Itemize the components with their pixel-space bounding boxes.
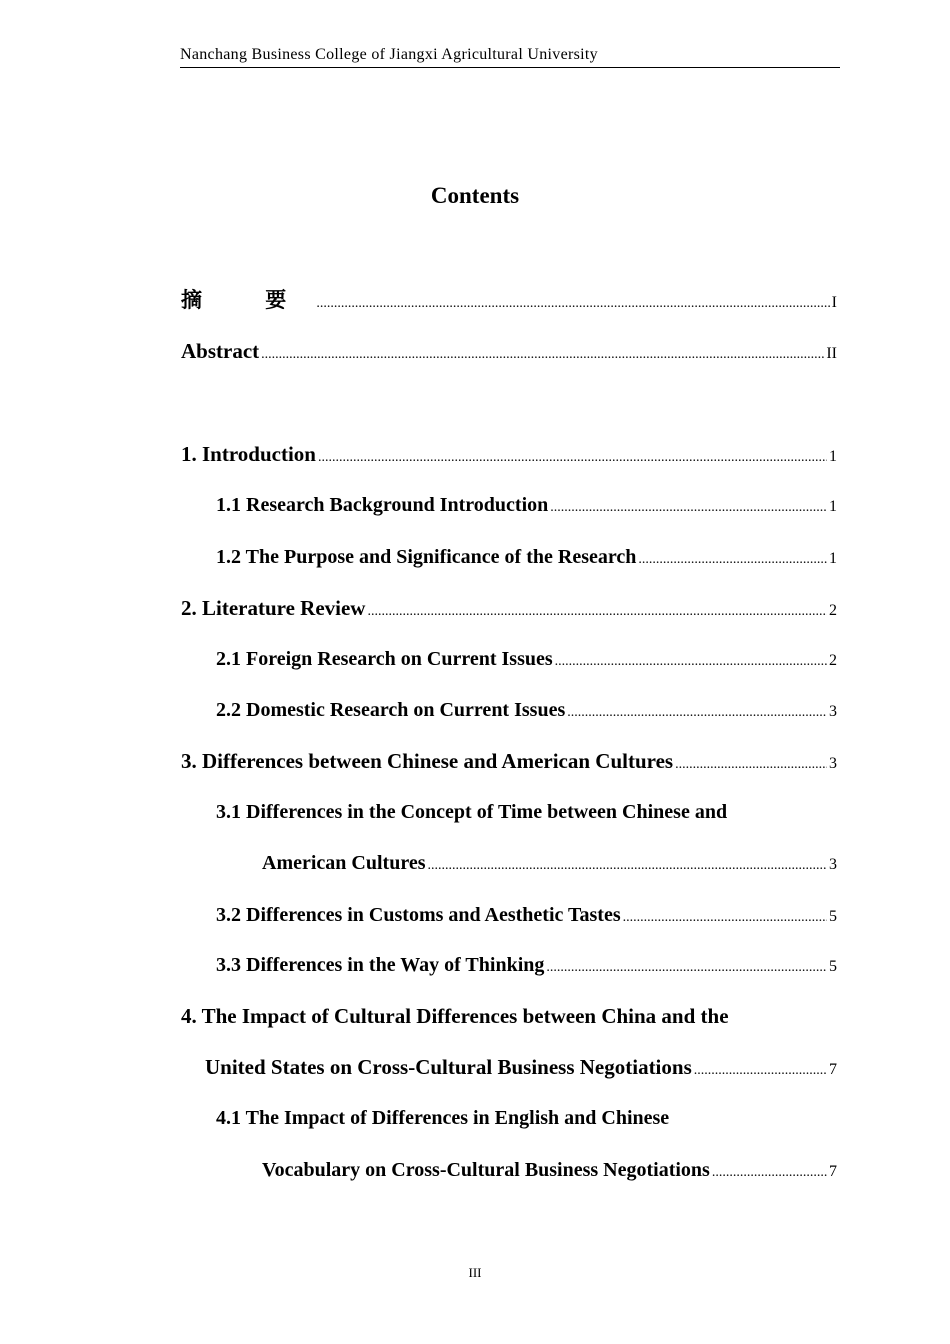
toc-entry-1[interactable] — [181, 439, 837, 469]
toc-entry-label: 1. Introduction — [181, 442, 316, 466]
dot-leader — [675, 750, 827, 780]
toc-entry-4[interactable] — [205, 1052, 837, 1082]
toc-page-number: 1 — [829, 550, 837, 567]
toc-page-number: 2 — [829, 602, 837, 619]
toc-page-number: 3 — [829, 755, 837, 772]
toc-page-number: 7 — [829, 1061, 837, 1078]
toc-entry-1-1[interactable] — [216, 490, 837, 520]
toc-page-number: 2 — [829, 652, 837, 669]
dot-leader — [546, 953, 827, 983]
dot-leader — [567, 698, 827, 728]
toc-entry-label: 摘 要 — [181, 288, 315, 312]
toc-entry-label: 2. Literature Review — [181, 596, 366, 620]
toc-entry-2-2[interactable] — [216, 695, 837, 725]
dot-leader — [261, 340, 824, 370]
contents-title: Contents — [430, 183, 520, 208]
toc-entry-label: 2.1 Foreign Research on Current Issues — [216, 648, 553, 670]
toc-page-number: 5 — [829, 908, 837, 925]
dot-leader — [367, 597, 827, 627]
running-header: Nanchang Business College of Jiangxi Agricultural University — [180, 44, 840, 68]
toc-entry-1-2[interactable] — [216, 542, 837, 572]
toc-entry-label: 1.2 The Purpose and Significance of the Research — [216, 546, 637, 568]
toc-entry-2-1[interactable] — [216, 644, 837, 674]
toc-entry-label: United States on Cross-Cultural Business Negotiations — [205, 1055, 692, 1079]
toc-entry-label: Abstract — [181, 339, 260, 363]
toc-entry-label: 1.1 Research Background Introduction — [216, 494, 549, 516]
dot-leader — [316, 289, 829, 319]
toc-entry-label: American Cultures — [262, 852, 426, 874]
toc-entry-abstract[interactable] — [181, 336, 837, 366]
dot-leader — [428, 851, 828, 881]
toc-entry-label: 2.2 Domestic Research on Current Issues — [216, 699, 566, 721]
dot-leader — [623, 903, 827, 933]
dot-leader — [555, 647, 827, 677]
toc-page-number: 1 — [829, 448, 837, 465]
page-number: III — [468, 1265, 482, 1280]
toc-entry-label: 3. Differences between Chinese and American Cultures — [181, 749, 674, 773]
toc-page-number: I — [831, 294, 837, 311]
toc-page-number: 3 — [829, 856, 837, 873]
toc-entry-abstract-chinese[interactable] — [181, 285, 837, 315]
toc-entry-3[interactable] — [181, 746, 837, 776]
toc-entry-4-line1[interactable]: 4. The Impact of Cultural Differences between China and the — [181, 1004, 729, 1028]
toc-entry-3-1-line1[interactable]: 3.1 Differences in the Concept of Time between Chinese and — [216, 801, 728, 823]
toc-entry-4-1[interactable] — [262, 1155, 837, 1185]
toc-page-number: 3 — [829, 703, 837, 720]
toc-entry-4-1-line1[interactable]: 4.1 The Impact of Differences in English and Chinese — [216, 1107, 670, 1129]
toc-entry-label: Vocabulary on Cross-Cultural Business Negotiations — [262, 1159, 710, 1181]
dot-leader — [550, 493, 827, 523]
toc-entry-2[interactable] — [181, 593, 837, 623]
toc-page-number: 1 — [829, 498, 837, 515]
toc-page-number: II — [826, 345, 837, 362]
dot-leader — [318, 443, 827, 473]
toc-entry-label: 3.3 Differences in the Way of Thinking — [216, 954, 545, 976]
dot-leader — [712, 1158, 827, 1188]
dot-leader — [694, 1056, 827, 1086]
toc-entry-label: 3.2 Differences in Customs and Aesthetic Tastes — [216, 904, 621, 926]
dot-leader — [638, 545, 827, 575]
toc-entry-3-2[interactable] — [216, 900, 837, 930]
toc-page-number: 5 — [829, 958, 837, 975]
toc-entry-3-1[interactable] — [262, 848, 837, 878]
toc-page-number: 7 — [829, 1163, 837, 1180]
toc-entry-3-3[interactable] — [216, 950, 837, 980]
